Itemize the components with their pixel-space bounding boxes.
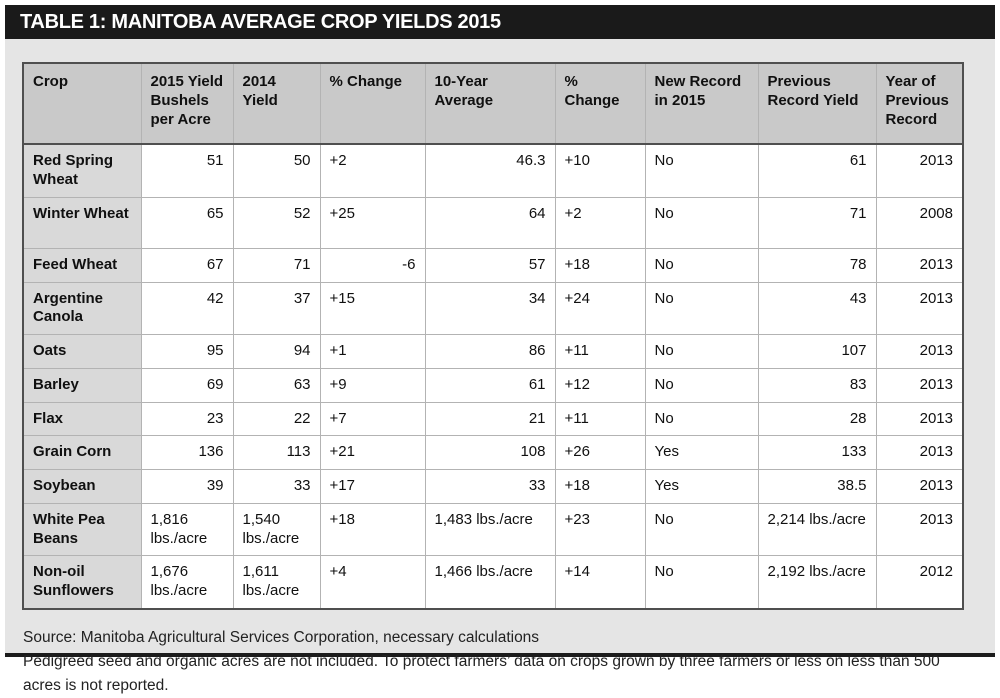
table-cell: 2013 bbox=[876, 402, 963, 436]
table-row bbox=[23, 282, 963, 335]
table-cell: +7 bbox=[320, 402, 425, 436]
crop-name-cell: Barley bbox=[23, 368, 141, 402]
table-row bbox=[23, 556, 963, 609]
table-row bbox=[23, 197, 963, 248]
table-cell: 33 bbox=[233, 470, 320, 504]
table-cell: 61 bbox=[425, 368, 555, 402]
column-header: Year of Previous Record bbox=[876, 63, 963, 144]
table-cell: No bbox=[645, 282, 758, 335]
table-row bbox=[23, 248, 963, 282]
figure-canvas bbox=[5, 5, 995, 694]
crop-name-cell: Grain Corn bbox=[23, 436, 141, 470]
table-cell: +18 bbox=[320, 503, 425, 556]
table-cell: 69 bbox=[141, 368, 233, 402]
table-cell: +26 bbox=[555, 436, 645, 470]
table-cell: +25 bbox=[320, 197, 425, 248]
table-cell: Yes bbox=[645, 436, 758, 470]
column-header: 10-Year Average bbox=[425, 63, 555, 144]
table-cell: 21 bbox=[425, 402, 555, 436]
table-cell: 1,816 lbs./acre bbox=[141, 503, 233, 556]
table-cell: No bbox=[645, 556, 758, 609]
table-cell: +11 bbox=[555, 335, 645, 369]
table-title: TABLE 1: MANITOBA AVERAGE CROP YIELDS 2015 bbox=[20, 10, 501, 33]
table-cell: 39 bbox=[141, 470, 233, 504]
table-cell: 1,483 lbs./acre bbox=[425, 503, 555, 556]
table-cell: +24 bbox=[555, 282, 645, 335]
table-cell: +14 bbox=[555, 556, 645, 609]
table-cell: 50 bbox=[233, 144, 320, 197]
table-cell: 71 bbox=[758, 197, 876, 248]
table-row bbox=[23, 335, 963, 369]
table-cell: No bbox=[645, 368, 758, 402]
column-header: 2014 Yield bbox=[233, 63, 320, 144]
table-cell: 52 bbox=[233, 197, 320, 248]
crop-name-cell: Non-oil Sunflowers bbox=[23, 556, 141, 609]
crop-name-cell: Red Spring Wheat bbox=[23, 144, 141, 197]
table-cell: +11 bbox=[555, 402, 645, 436]
table-cell: 136 bbox=[141, 436, 233, 470]
table-cell: No bbox=[645, 144, 758, 197]
table-cell: 71 bbox=[233, 248, 320, 282]
table-cell: +15 bbox=[320, 282, 425, 335]
table-cell: 57 bbox=[425, 248, 555, 282]
table-cell: 67 bbox=[141, 248, 233, 282]
crop-yields-table bbox=[22, 62, 964, 610]
table-cell: +18 bbox=[555, 248, 645, 282]
table-cell: 2013 bbox=[876, 470, 963, 504]
table-cell: +9 bbox=[320, 368, 425, 402]
table-cell: +12 bbox=[555, 368, 645, 402]
table-cell: 86 bbox=[425, 335, 555, 369]
table-cell: 107 bbox=[758, 335, 876, 369]
table-cell: -6 bbox=[320, 248, 425, 282]
column-header: Crop bbox=[23, 63, 141, 144]
table-cell: 61 bbox=[758, 144, 876, 197]
table-cell: 2013 bbox=[876, 335, 963, 369]
crop-name-cell: Feed Wheat bbox=[23, 248, 141, 282]
table-cell: 43 bbox=[758, 282, 876, 335]
table-cell: No bbox=[645, 402, 758, 436]
table-cell: 2013 bbox=[876, 503, 963, 556]
table-cell: +21 bbox=[320, 436, 425, 470]
table-cell: 23 bbox=[141, 402, 233, 436]
table-cell: Yes bbox=[645, 470, 758, 504]
crop-name-cell: Flax bbox=[23, 402, 141, 436]
table-title-bar bbox=[5, 5, 995, 39]
column-header: Previous Record Yield bbox=[758, 63, 876, 144]
table-cell: 95 bbox=[141, 335, 233, 369]
table-cell: 37 bbox=[233, 282, 320, 335]
crop-name-cell: Winter Wheat bbox=[23, 197, 141, 248]
table-cell: 133 bbox=[758, 436, 876, 470]
table-cell: +10 bbox=[555, 144, 645, 197]
table-cell: +23 bbox=[555, 503, 645, 556]
crop-name-cell: White Pea Beans bbox=[23, 503, 141, 556]
table-cell: 2,214 lbs./acre bbox=[758, 503, 876, 556]
disclaimer-note: Pedigreed seed and organic acres are not included. To protect farmers’ data on crops grown by three farmers or less on less than 500 acres is not reported. bbox=[23, 652, 940, 694]
table-row bbox=[23, 402, 963, 436]
table-cell: 42 bbox=[141, 282, 233, 335]
column-header: % Change bbox=[555, 63, 645, 144]
table-cell: +1 bbox=[320, 335, 425, 369]
table-cell: 2012 bbox=[876, 556, 963, 609]
table-body bbox=[23, 144, 963, 609]
column-header: New Record in 2015 bbox=[645, 63, 758, 144]
table-header-row bbox=[23, 63, 963, 144]
table-cell: +18 bbox=[555, 470, 645, 504]
table-cell: 2008 bbox=[876, 197, 963, 248]
crop-name-cell: Oats bbox=[23, 335, 141, 369]
table-cell: 22 bbox=[233, 402, 320, 436]
column-header: % Change bbox=[320, 63, 425, 144]
table-cell: 1,676 lbs./acre bbox=[141, 556, 233, 609]
table-row bbox=[23, 503, 963, 556]
table-cell: 34 bbox=[425, 282, 555, 335]
table-row bbox=[23, 144, 963, 197]
table-cell: 83 bbox=[758, 368, 876, 402]
table-cell: No bbox=[645, 503, 758, 556]
table-cell: +2 bbox=[555, 197, 645, 248]
table-cell: No bbox=[645, 248, 758, 282]
table-cell: 2013 bbox=[876, 436, 963, 470]
table-cell: +17 bbox=[320, 470, 425, 504]
crop-name-cell: Argentine Canola bbox=[23, 282, 141, 335]
table-cell: +2 bbox=[320, 144, 425, 197]
table-cell: 46.3 bbox=[425, 144, 555, 197]
table-cell: No bbox=[645, 197, 758, 248]
table-cell: 2013 bbox=[876, 248, 963, 282]
table-row bbox=[23, 470, 963, 504]
table-cell: +4 bbox=[320, 556, 425, 609]
table-cell: 64 bbox=[425, 197, 555, 248]
table-cell: 2013 bbox=[876, 282, 963, 335]
table-cell: 65 bbox=[141, 197, 233, 248]
column-header: 2015 Yield Bushels per Acre bbox=[141, 63, 233, 144]
table-cell: 38.5 bbox=[758, 470, 876, 504]
table-cell: 1,540 lbs./acre bbox=[233, 503, 320, 556]
footer-notes bbox=[23, 626, 978, 698]
table-cell: 2013 bbox=[876, 368, 963, 402]
table-cell: 1,611 lbs./acre bbox=[233, 556, 320, 609]
table-cell: 2,192 lbs./acre bbox=[758, 556, 876, 609]
table-cell: 78 bbox=[758, 248, 876, 282]
table-cell: 108 bbox=[425, 436, 555, 470]
table-cell: 33 bbox=[425, 470, 555, 504]
table-cell: 63 bbox=[233, 368, 320, 402]
table-cell: 113 bbox=[233, 436, 320, 470]
table-cell: 94 bbox=[233, 335, 320, 369]
table-cell: 28 bbox=[758, 402, 876, 436]
table-cell: 51 bbox=[141, 144, 233, 197]
table-row bbox=[23, 368, 963, 402]
table-cell: 2013 bbox=[876, 144, 963, 197]
crop-name-cell: Soybean bbox=[23, 470, 141, 504]
table-row bbox=[23, 436, 963, 470]
table-cell: 1,466 lbs./acre bbox=[425, 556, 555, 609]
table-cell: No bbox=[645, 335, 758, 369]
source-note: Source: Manitoba Agricultural Services Corporation, necessary calculations bbox=[23, 628, 540, 646]
